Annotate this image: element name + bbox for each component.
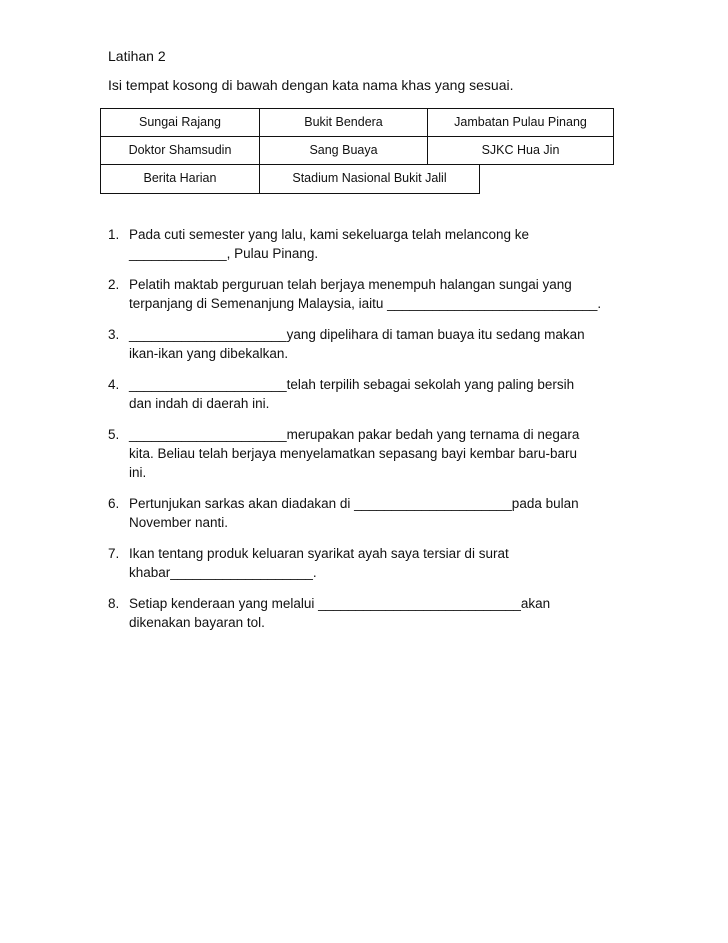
- question-item: [108, 494, 628, 532]
- question-line: terpanjang di Semenanjung Malaysia, iaitu ____________________________.: [129, 296, 602, 311]
- question-number: 7.: [108, 546, 120, 561]
- question-line: _____________________merupakan pakar bedah yang ternama di negara: [129, 427, 580, 442]
- question-line: Setiap kenderaan yang melalui ___________________________akan: [129, 596, 551, 611]
- question-line: Ikan tentang produk keluaran syarikat ayah saya tersiar di surat: [129, 546, 509, 561]
- question-number: 8.: [108, 596, 120, 611]
- question-line: ikan-ikan yang dibekalkan.: [129, 346, 289, 361]
- question-line: dikenakan bayaran tol.: [129, 615, 265, 630]
- question-line: Pelatih maktab perguruan telah berjaya menempuh halangan sungai yang: [129, 277, 572, 292]
- question-line: _____________________telah terpilih sebagai sekolah yang paling bersih: [129, 377, 575, 392]
- question-line: Pada cuti semester yang lalu, kami sekeluarga telah melancong ke: [129, 227, 529, 242]
- word-bank-cell: Berita Harian: [100, 164, 260, 194]
- question-number: 6.: [108, 496, 120, 511]
- word-bank-table: [100, 108, 614, 194]
- word-bank-cell: Stadium Nasional Bukit Jalil: [259, 164, 480, 194]
- question-list: [108, 225, 628, 632]
- question-line: _____________, Pulau Pinang.: [129, 246, 319, 261]
- word-bank-cell: Sungai Rajang: [100, 108, 260, 137]
- question-number: 3.: [108, 327, 120, 342]
- question-line: khabar___________________.: [129, 565, 317, 580]
- word-bank-cell: Sang Buaya: [259, 136, 428, 165]
- question-item: [108, 325, 628, 363]
- question-number: 5.: [108, 427, 120, 442]
- question-line: _____________________yang dipelihara di taman buaya itu sedang makan: [129, 327, 585, 342]
- question-item: [108, 375, 628, 413]
- instruction-text: Isi tempat kosong di bawah dengan kata nama khas yang sesuai.: [108, 77, 514, 93]
- word-bank-cell: Jambatan Pulau Pinang: [427, 108, 614, 137]
- word-bank-cell: Doktor Shamsudin: [100, 136, 260, 165]
- question-line: dan indah di daerah ini.: [129, 396, 270, 411]
- question-number: 4.: [108, 377, 120, 392]
- question-number: 2.: [108, 277, 120, 292]
- question-item: [108, 275, 628, 313]
- question-item: [108, 594, 628, 632]
- question-number: 1.: [108, 227, 120, 242]
- question-line: ini.: [129, 465, 147, 480]
- question-line: kita. Beliau telah berjaya menyelamatkan sepasang bayi kembar baru-baru: [129, 446, 578, 461]
- question-line: November nanti.: [129, 515, 229, 530]
- question-item: [108, 544, 628, 582]
- question-line: Pertunjukan sarkas akan diadakan di _____________________pada bulan: [129, 496, 579, 511]
- word-bank-cell: SJKC Hua Jin: [427, 136, 614, 165]
- question-item: [108, 225, 628, 263]
- exercise-title: Latihan 2: [108, 48, 166, 64]
- question-item: [108, 425, 628, 482]
- word-bank-cell: Bukit Bendera: [259, 108, 428, 137]
